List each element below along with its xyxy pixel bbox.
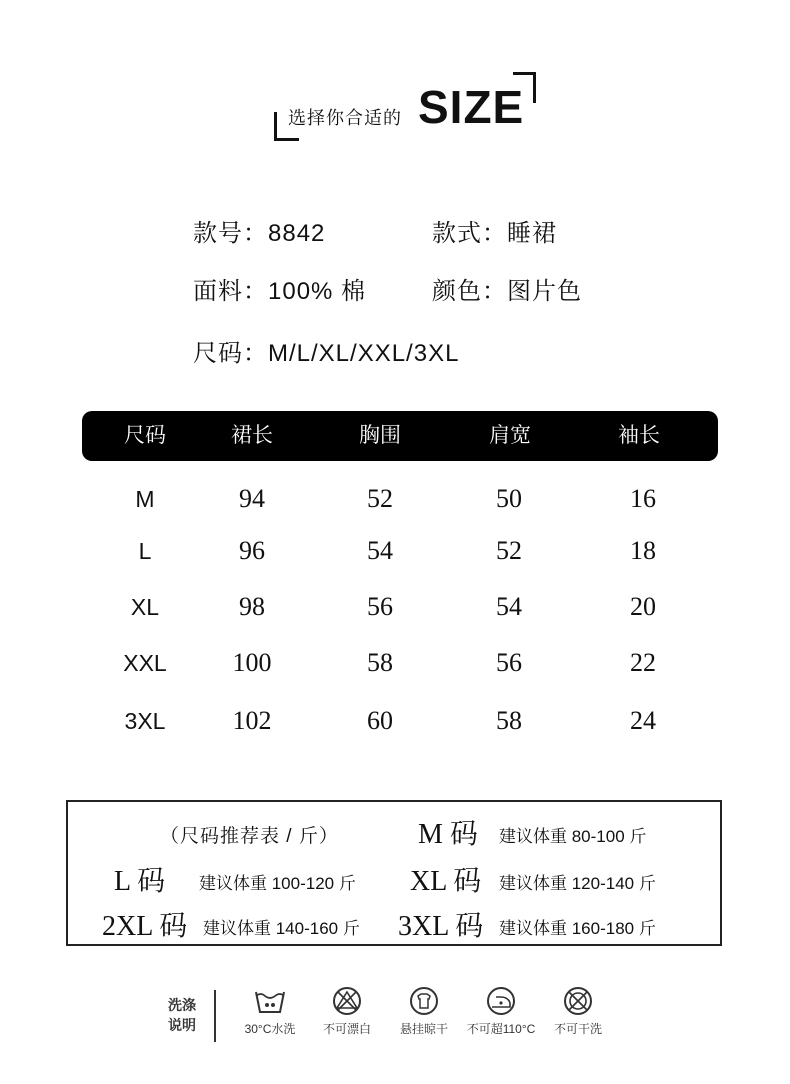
header-shoulder: 肩宽 [489, 424, 531, 447]
table-row-xxl-length: 100 [232, 648, 272, 677]
header-size: 尺码 [124, 424, 166, 447]
wash-divider [214, 990, 216, 1042]
wash-item-hang-dry [384, 986, 464, 1037]
table-row-3xl-shoulder: 58 [496, 706, 522, 735]
table-row-xxl-bust: 58 [367, 648, 393, 677]
table-row-l-shoulder: 52 [496, 536, 522, 565]
table-row-3xl-length: 102 [232, 706, 272, 735]
info-sizes: 尺码：M/L/XL/XXL/3XL [193, 340, 460, 367]
table-row-l-bust: 54 [367, 536, 393, 565]
wash-caption-30c: 30°C水洗 [244, 1022, 296, 1036]
info-style-type: 款式：睡裙 [432, 220, 557, 247]
info-fabric: 面料：100% 棉 [193, 278, 367, 305]
table-row-xl-sleeve: 20 [630, 592, 656, 621]
iron-110-icon [484, 986, 518, 1016]
table-row-m-shoulder: 50 [496, 484, 522, 513]
table-row-m-size: M [135, 486, 155, 512]
wash-item-30c [230, 986, 310, 1037]
rec-code-m: M 码 [418, 819, 478, 850]
wash-label-line1: 洗涤 [168, 997, 196, 1013]
no-dry-clean-icon [561, 986, 595, 1016]
table-row-m-bust: 52 [367, 484, 393, 513]
header-bust: 胸围 [359, 424, 401, 447]
wash-caption-iron: 不可超110°C [466, 1022, 536, 1036]
hang-dry-icon [407, 986, 441, 1016]
table-row-xl-bust: 56 [367, 592, 393, 621]
title-prefix: 选择你合适的 [288, 108, 402, 128]
table-row-l-length: 96 [239, 536, 265, 565]
rec-text-l: 建议体重 100-120 斤 [199, 874, 356, 893]
wash-caption-hang-dry: 悬挂晾干 [399, 1022, 448, 1036]
wash-item-no-dry-clean [538, 986, 618, 1037]
rec-code-xl: XL 码 [410, 866, 482, 897]
no-bleach-icon [330, 986, 364, 1016]
table-row-3xl-sleeve: 24 [630, 706, 656, 735]
wash-label [160, 995, 204, 1035]
header-length: 裙长 [231, 424, 273, 447]
rec-text-xl: 建议体重 120-140 斤 [499, 874, 656, 893]
table-row-l-size: L [138, 538, 152, 564]
table-row-3xl-bust: 60 [367, 706, 393, 735]
table-row-m-sleeve: 16 [630, 484, 656, 513]
wash-30-icon [253, 986, 287, 1016]
table-row-3xl-size: 3XL [124, 708, 166, 734]
table-row-xxl-sleeve: 22 [630, 648, 656, 677]
rec-text-2xl: 建议体重 140-160 斤 [203, 919, 360, 938]
table-row-xl-shoulder: 54 [496, 592, 522, 621]
rec-code-2xl: 2XL 码 [102, 911, 188, 942]
table-row-l-sleeve: 18 [630, 536, 656, 565]
table-row-xxl-shoulder: 56 [496, 648, 522, 677]
table-row-xl-length: 98 [239, 592, 265, 621]
wash-label-line2: 说明 [168, 1017, 196, 1033]
table-row-xl-size: XL [130, 594, 160, 620]
table-row-m-length: 94 [239, 484, 265, 513]
info-color: 颜色：图片色 [432, 278, 582, 305]
recommendation-hint: （尺码推荐表 / 斤） [160, 826, 339, 847]
wash-caption-no-dry-clean: 不可干洗 [553, 1022, 602, 1036]
wash-caption-no-bleach: 不可漂白 [322, 1022, 371, 1036]
wash-item-iron [461, 986, 541, 1037]
title-main: SIZE [418, 81, 525, 133]
header-sleeve: 袖长 [618, 424, 660, 447]
wash-item-no-bleach [307, 986, 387, 1037]
rec-text-3xl: 建议体重 160-180 斤 [499, 919, 656, 938]
info-style-no: 款号：8842 [193, 220, 326, 247]
size-table-header [82, 411, 718, 461]
rec-code-3xl: 3XL 码 [398, 911, 484, 942]
rec-code-l: L 码 [114, 866, 166, 897]
table-row-xxl-size: XXL [123, 650, 167, 676]
rec-text-m: 建议体重 80-100 斤 [499, 827, 647, 846]
